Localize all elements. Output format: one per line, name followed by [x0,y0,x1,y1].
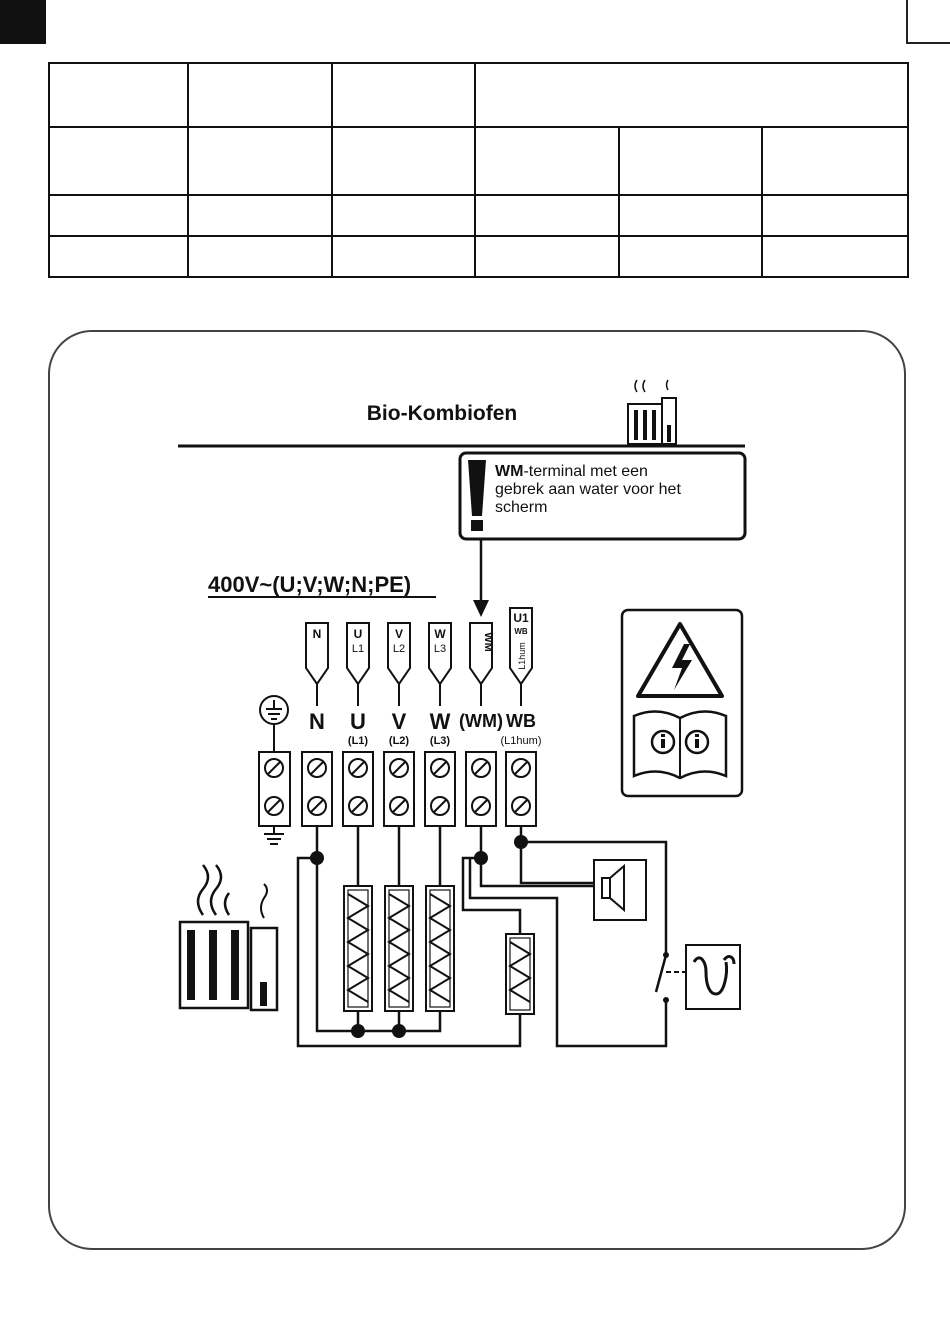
wire-tag-n [306,623,328,706]
svg-text:WM: WM [482,632,494,652]
terminal-block [259,752,536,826]
terminal-sub-v: (L2) [388,735,410,747]
wire-tag-wb [510,608,532,706]
diagram-title: Bio-Kombiofen [366,402,518,425]
wire-tag-u [347,623,369,706]
voltage-label: 400V~(U;V;W;N;PE) [208,572,412,597]
wire-tags [306,608,532,706]
terminal-label-wm: (WM) [459,711,503,731]
terminal-label-n: N [309,709,325,734]
warning-line-1: WM-terminal met een [495,463,648,480]
earth-icon [260,696,288,752]
svg-text:L3: L3 [433,643,447,655]
svg-text:L1: L1 [351,643,365,655]
heating-element-icon [344,886,534,1014]
svg-text:WB: WB [514,627,528,636]
svg-text:L1hum: L1hum [517,642,527,670]
svg-text:U1: U1 [513,611,529,625]
sauna-stove-icon [180,865,277,1010]
small-stove-icon [628,380,676,444]
terminal-label-v: V [391,709,407,734]
terminal-label-u: U [350,709,366,734]
thermostat-switch [656,952,686,1003]
terminal-sub-w: (L3) [429,735,451,747]
wire-tag-v [388,623,410,706]
read-manual-icon [634,711,726,778]
warning-arrow-head [473,600,489,617]
terminal-sub-u: (L1) [347,735,369,747]
terminal-label-wb: WB [506,711,536,731]
speaker-icon [594,860,646,920]
thermostat-icon [686,945,740,1009]
wire-tag-wm [470,623,494,706]
svg-text:W: W [434,627,446,641]
svg-text:U: U [353,627,363,641]
wire-tag-w [429,623,451,706]
svg-text:V: V [394,627,404,641]
junction-dots [310,835,528,1038]
warning-line-2: gebrek aan water voor het [495,481,681,498]
warning-line-3: scherm [495,499,548,516]
ground-icon [264,826,284,844]
terminal-label-w: W [429,709,451,734]
svg-text:N: N [312,627,322,641]
svg-text:L2: L2 [392,643,406,655]
terminal-sub-wb: (L1hum) [500,735,542,747]
